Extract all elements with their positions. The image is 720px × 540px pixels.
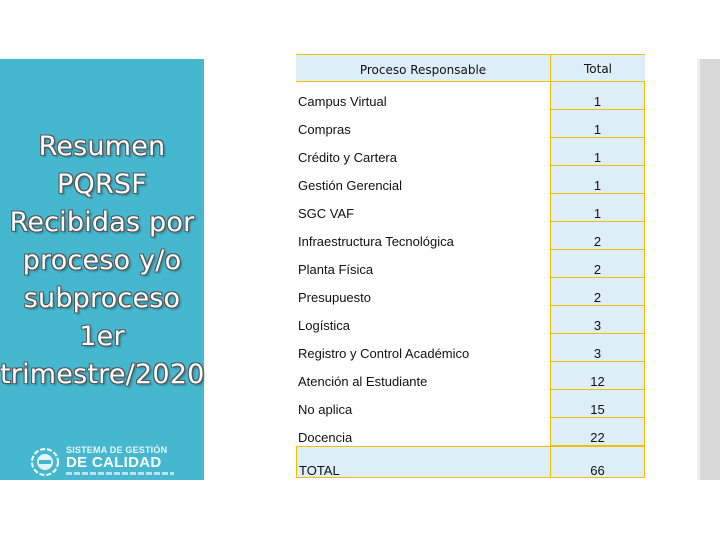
header-total: Total: [550, 55, 645, 83]
table-total-row: [296, 446, 645, 478]
row-process-name: Crédito y Cartera: [298, 150, 397, 165]
right-edge-highlight: [697, 59, 700, 480]
logo-subtitle-strip: [66, 472, 174, 475]
table-row: [296, 250, 645, 278]
row-process-name: Gestión Gerencial: [298, 178, 403, 193]
total-value: 66: [550, 446, 645, 478]
row-process-name: Compras: [298, 122, 351, 137]
row-process-name: Atención al Estudiante: [298, 374, 428, 389]
row-total-value: 1: [550, 166, 645, 194]
row-process-name: Presupuesto: [298, 290, 371, 305]
row-process-name: Campus Virtual: [298, 94, 387, 109]
row-process-name: Infraestructura Tecnológica: [298, 234, 454, 249]
table-row: [296, 222, 645, 250]
right-edge-panel: [697, 59, 720, 480]
table-row: [296, 82, 645, 110]
row-process-name: Planta Física: [298, 262, 374, 277]
table-header: [296, 54, 645, 82]
row-process-name: Docencia: [298, 430, 353, 445]
row-total-value: 12: [550, 362, 645, 390]
logo-emblem-icon: [30, 447, 60, 477]
row-total-value: 2: [550, 250, 645, 278]
row-total-value: 2: [550, 278, 645, 306]
quality-system-logo: [30, 443, 180, 479]
table-row: [296, 390, 645, 418]
row-process-name: Registro y Control Académico: [298, 346, 470, 361]
row-total-value: 3: [550, 306, 645, 334]
total-label: TOTAL: [296, 446, 550, 478]
logo-text-line1: SISTEMA DE GESTIÓN: [66, 445, 168, 455]
row-total-value: 22: [550, 418, 645, 446]
table-row: [296, 334, 645, 362]
table-row: [296, 110, 645, 138]
pqrsf-table: [296, 54, 645, 480]
slide-title: Resumen PQRSF Recibidas por proceso y/o subproceso 1er trimestre/2020: [0, 131, 205, 390]
row-total-value: 3: [550, 334, 645, 362]
row-total-value: 1: [550, 194, 645, 222]
row-process-name: No aplica: [298, 402, 353, 417]
header-process: Proceso Responsable: [359, 63, 487, 77]
row-total-value: 15: [550, 390, 645, 418]
row-process-name: SGC VAF: [298, 206, 355, 221]
table-row: [296, 138, 645, 166]
row-process-name: Logística: [298, 318, 351, 333]
table-row: [296, 418, 645, 446]
table-row: [296, 194, 645, 222]
row-total-value: 1: [550, 138, 645, 166]
table-row: [296, 278, 645, 306]
table-row: [296, 306, 645, 334]
logo-text-line2: DE CALIDAD: [66, 454, 162, 471]
row-total-value: 1: [550, 82, 645, 110]
row-total-value: 1: [550, 110, 645, 138]
table-row: [296, 362, 645, 390]
row-total-value: 2: [550, 222, 645, 250]
table-row: [296, 166, 645, 194]
